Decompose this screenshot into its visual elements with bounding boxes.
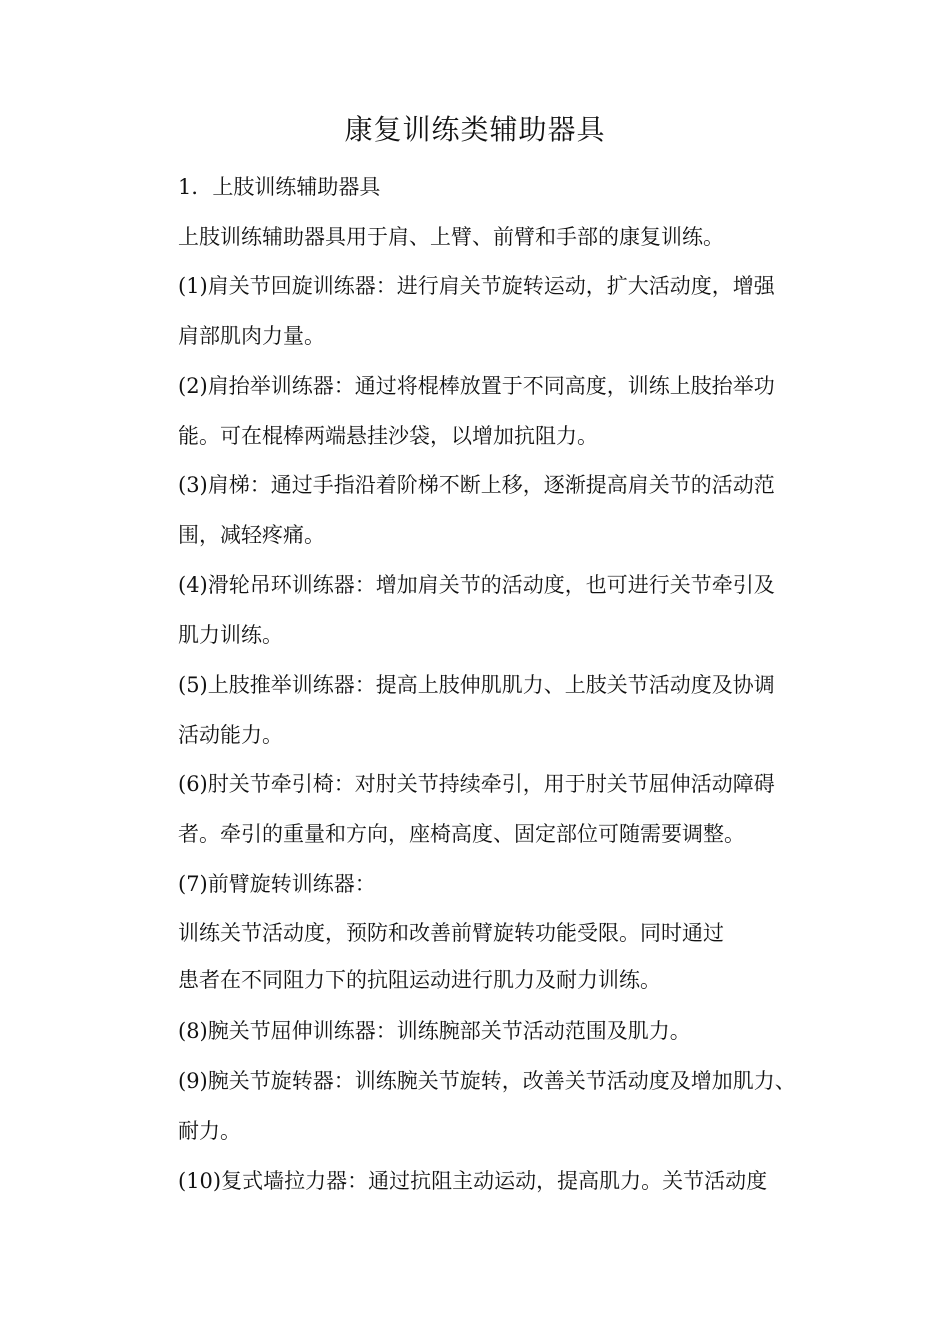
- paragraph-line: (1)肩关节回旋训练器：进行肩关节旋转运动，扩大活动度，增强: [178, 274, 775, 298]
- paragraph-line: 耐力。: [178, 1119, 241, 1143]
- paragraph-line: (3)肩梯：通过手指沿着阶梯不断上移，逐渐提高肩关节的活动范: [178, 473, 775, 497]
- paragraph-line: (9)腕关节旋转器：训练腕关节旋转，改善关节活动度及增加肌力、: [178, 1069, 796, 1093]
- paragraph-line: 能。可在棍棒两端悬挂沙袋，以增加抗阻力。: [178, 424, 598, 448]
- paragraph-line: 活动能力。: [178, 723, 283, 747]
- paragraph-line: 围，减轻疼痛。: [178, 523, 325, 547]
- paragraph-line: (4)滑轮吊环训练器：增加肩关节的活动度，也可进行关节牵引及: [178, 573, 775, 597]
- paragraph-line: 训练关节活动度，预防和改善前臂旋转功能受限。同时通过: [178, 921, 724, 945]
- paragraph-line: (5)上肢推举训练器：提高上肢伸肌肌力、上肢关节活动度及协调: [178, 673, 775, 697]
- paragraph-line: (10)复式墙拉力器：通过抗阻主动运动，提高肌力。关节活动度: [178, 1169, 768, 1193]
- paragraph-line: 肩部肌肉力量。: [178, 324, 325, 348]
- paragraph-line: 患者在不同阻力下的抗阻运动进行肌力及耐力训练。: [178, 968, 661, 992]
- document-title: 康复训练类辅助器具: [344, 113, 606, 146]
- paragraph-line: (7)前臂旋转训练器：: [178, 872, 376, 896]
- paragraph-line: 上肢训练辅助器具用于肩、上臂、前臂和手部的康复训练。: [178, 225, 724, 249]
- paragraph-line: 者。牵引的重量和方向，座椅高度、固定部位可随需要调整。: [178, 822, 745, 846]
- paragraph-line: (2)肩抬举训练器：通过将棍棒放置于不同高度，训练上肢抬举功: [178, 374, 775, 398]
- section-heading: 1．上肢训练辅助器具: [178, 175, 381, 199]
- paragraph-line: (8)腕关节屈伸训练器：训练腕部关节活动范围及肌力。: [178, 1019, 691, 1043]
- paragraph-line: (6)肘关节牵引椅：对肘关节持续牵引，用于肘关节屈伸活动障碍: [178, 772, 775, 796]
- paragraph-line: 肌力训练。: [178, 623, 283, 647]
